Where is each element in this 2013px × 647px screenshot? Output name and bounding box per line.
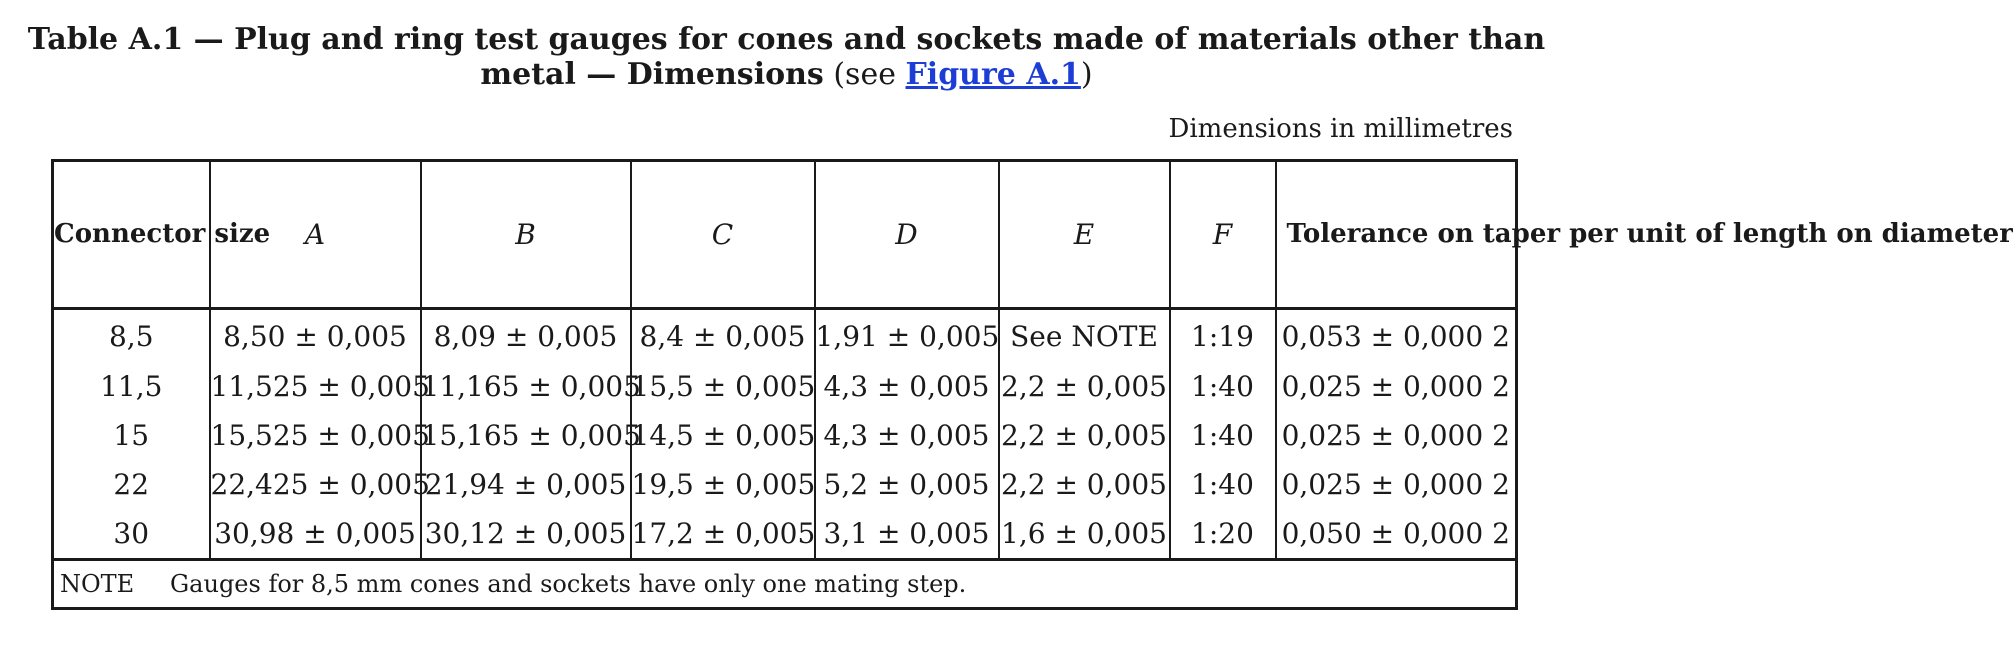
cell-connector-size: 30 [53,509,210,560]
units-note: Dimensions in millimetres [1168,114,1513,144]
cell-e: 2,2 ± 0,005 [999,460,1170,509]
cell-taper-tolerance: 0,025 ± 0,000 2 [1276,460,1517,509]
cell-b: 8,09 ± 0,005 [421,309,631,363]
cell-d: 4,3 ± 0,005 [815,411,999,460]
header-b: B [421,161,631,309]
header-row [53,161,1517,309]
cell-a: 11,525 ± 0,005 [210,362,421,411]
cell-d: 4,3 ± 0,005 [815,362,999,411]
cell-taper-tolerance: 0,053 ± 0,000 2 [1276,309,1517,363]
header-connector-size: Connector size [53,161,210,309]
cell-b: 11,165 ± 0,005 [421,362,631,411]
header-taper-tolerance: Tolerance on taper per unit of length on diameter [1276,161,1517,309]
cell-a: 15,525 ± 0,005 [210,411,421,460]
cell-e: 2,2 ± 0,005 [999,362,1170,411]
note-label: NOTE [60,570,135,598]
table-row [53,362,1517,411]
cell-c: 15,5 ± 0,005 [631,362,815,411]
table-row [53,460,1517,509]
cell-a: 8,50 ± 0,005 [210,309,421,363]
cell-b: 15,165 ± 0,005 [421,411,631,460]
cell-f: 1:40 [1170,411,1276,460]
gauge-table [51,159,2013,610]
cell-f: 1:20 [1170,509,1276,560]
cell-f: 1:40 [1170,460,1276,509]
cell-e: 1,6 ± 0,005 [999,509,1170,560]
cell-a: 30,98 ± 0,005 [210,509,421,560]
cell-connector-size: 15 [53,411,210,460]
header-c: C [631,161,815,309]
header-d: D [815,161,999,309]
cell-e: See NOTE [999,309,1170,363]
cell-connector-size: 8,5 [53,309,210,363]
cell-f: 1:19 [1170,309,1276,363]
header-f: F [1170,161,1276,309]
cell-d: 5,2 ± 0,005 [815,460,999,509]
cell-taper-tolerance: 0,025 ± 0,000 2 [1276,411,1517,460]
cell-c: 19,5 ± 0,005 [631,460,815,509]
table-row [53,411,1517,460]
cell-b: 30,12 ± 0,005 [421,509,631,560]
cell-c: 17,2 ± 0,005 [631,509,815,560]
caption-see-suffix: ) [1080,57,1093,92]
cell-c: 14,5 ± 0,005 [631,411,815,460]
cell-e: 2,2 ± 0,005 [999,411,1170,460]
cell-taper-tolerance: 0,050 ± 0,000 2 [1276,509,1517,560]
cell-d: 3,1 ± 0,005 [815,509,999,560]
table-row [53,309,1517,363]
header-e: E [999,161,1170,309]
cell-c: 8,4 ± 0,005 [631,309,815,363]
cell-connector-size: 22 [53,460,210,509]
cell-connector-size: 11,5 [53,362,210,411]
table-caption [0,22,1573,92]
caption-see-prefix: (see [823,57,906,92]
table-title: Table A.1 — Plug and ring test gauges for cones and sockets made of materials other than metal — Dimensions [27,22,1546,92]
note-text: Gauges for 8,5 mm cones and sockets have only one mating step. [170,570,967,598]
cell-b: 21,94 ± 0,005 [421,460,631,509]
note-row [53,560,1517,609]
figure-link[interactable]: Figure A.1 [905,57,1081,92]
table-note [53,560,1517,609]
table-row [53,509,1517,560]
cell-taper-tolerance: 0,025 ± 0,000 2 [1276,362,1517,411]
cell-d: 1,91 ± 0,005 [815,309,999,363]
cell-f: 1:40 [1170,362,1276,411]
header-a: A [210,161,421,309]
cell-a: 22,425 ± 0,005 [210,460,421,509]
